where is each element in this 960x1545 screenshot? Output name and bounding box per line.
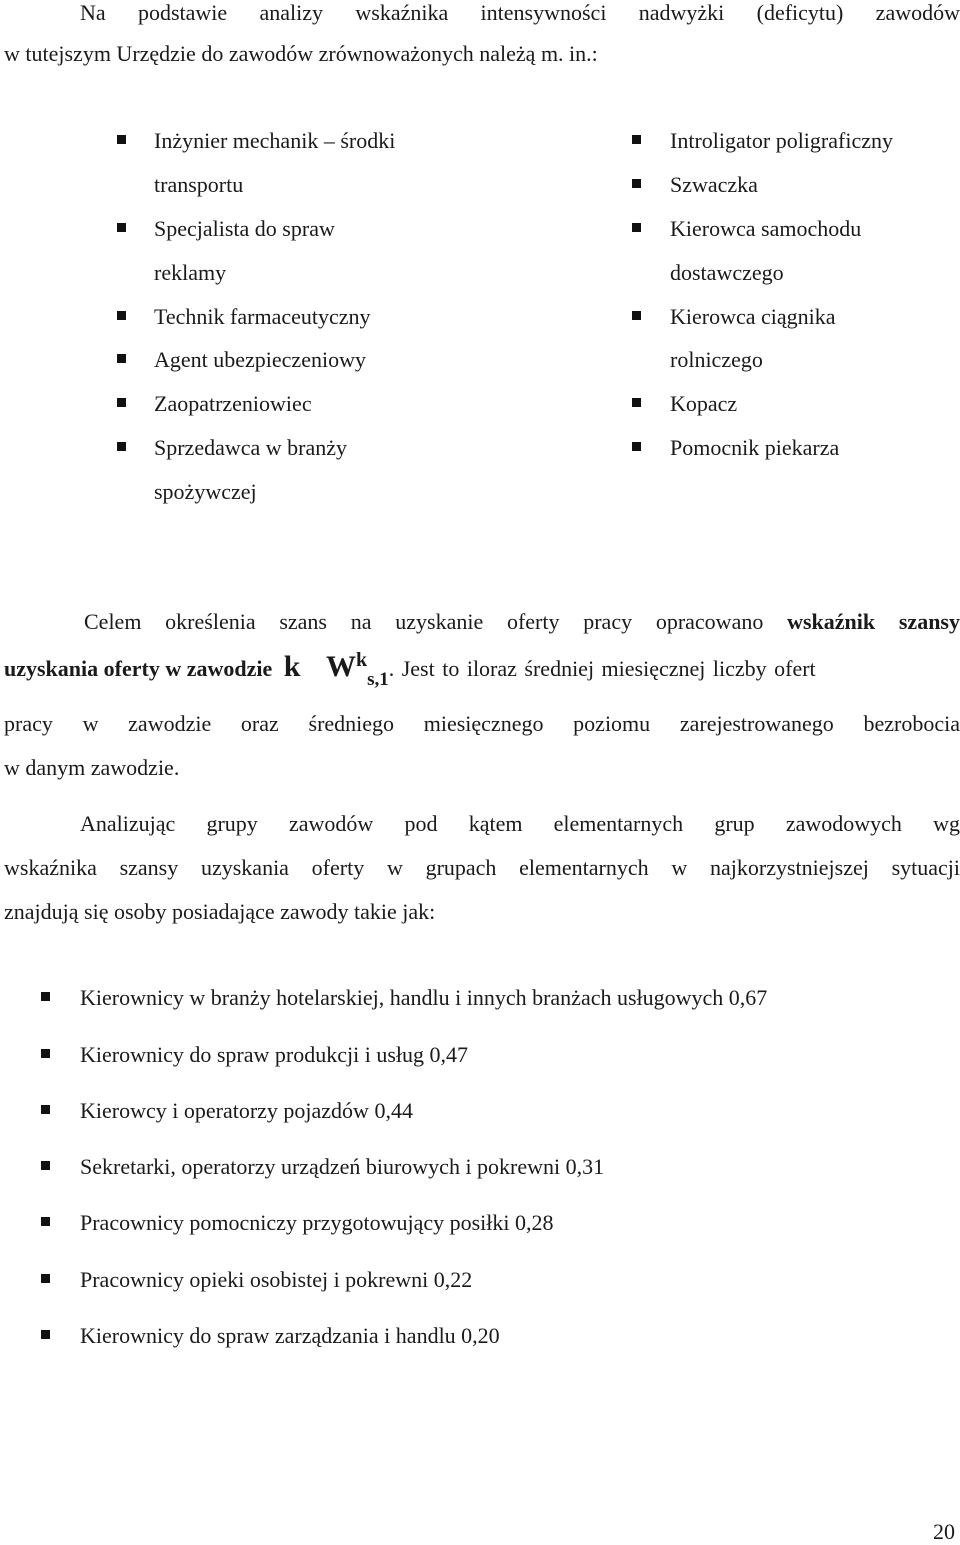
para2-text-cont: . Jest to iloraz średniej miesięcznej liczby ofert	[388, 656, 816, 681]
para3-line-1: Analizując grupy zawodów pod kątem elementarnych grup zawodowych wg	[80, 811, 960, 836]
list-item: Kopacz	[670, 391, 738, 416]
bullet-icon	[632, 398, 641, 407]
bullet-icon	[117, 398, 126, 407]
list-item: Szwaczka	[670, 172, 758, 197]
bullet-icon	[117, 311, 126, 320]
para3-line-2: wskaźnika szansy uzyskania oferty w grupach elementarnych w najkorzystniejszej sytuacji	[4, 855, 960, 880]
intro-line-1: Na podstawie analizy wskaźnika intensywności nadwyżki (deficytu) zawodów	[80, 0, 960, 25]
bullet-icon	[632, 442, 641, 451]
page-number: 20	[933, 1519, 955, 1544]
para2-text: Celem określenia szans na uzyskanie oferty pracy opracowano	[84, 609, 764, 634]
list-item: Kierowca ciągnika	[670, 304, 836, 329]
para2-line-4: w danym zawodzie.	[4, 755, 180, 780]
list-item-continuation: reklamy	[154, 260, 227, 285]
formula-k: k	[283, 650, 301, 683]
bullet-icon	[632, 223, 641, 232]
formula-W: W	[325, 650, 356, 683]
list-item: Pomocnik piekarza	[670, 435, 840, 460]
bullet-icon	[632, 135, 641, 144]
para2-line-3: pracy w zawodzie oraz średniego miesięcznego poziomu zarejestrowanego bezrobocia	[4, 711, 960, 736]
bullet-icon	[41, 1330, 50, 1339]
bullet-icon	[117, 442, 126, 451]
list-item: Kierowca samochodu	[670, 216, 862, 241]
list-item: Introligator poligraficzny	[670, 128, 893, 153]
list-item: Pracownicy opieki osobistej i pokrewni 0,22	[80, 1267, 473, 1292]
bullet-icon	[632, 311, 641, 320]
formula	[283, 648, 389, 691]
para2-line-2	[4, 648, 960, 691]
bullet-icon	[41, 1049, 50, 1058]
formula-sub: s,1	[367, 669, 389, 691]
list-item: Technik farmaceutyczny	[154, 304, 371, 329]
para2-line-1	[84, 609, 960, 635]
list-item: Inżynier mechanik – środki	[154, 128, 396, 153]
para3-line-3: znajdują się osoby posiadające zawody takie jak:	[4, 899, 436, 924]
list-item: Specjalista do spraw	[154, 216, 335, 241]
list-item: Sekretarki, operatorzy urządzeń biurowych i pokrewni 0,31	[80, 1154, 605, 1179]
list-item: Pracownicy pomocniczy przygotowujący posiłki 0,28	[80, 1210, 554, 1235]
bullet-icon	[632, 179, 641, 188]
list-item-continuation: dostawczego	[670, 260, 784, 285]
list-item: Agent ubezpieczeniowy	[154, 347, 366, 372]
bullet-icon	[117, 223, 126, 232]
list-item: Kierownicy do spraw zarządzania i handlu 0,20	[80, 1323, 500, 1348]
para2-bold-term: wskaźnik szansy	[787, 609, 960, 634]
bullet-icon	[41, 1161, 50, 1170]
intro-line-2: w tutejszym Urzędzie do zawodów zrównoważonych należą m. in.:	[4, 41, 598, 66]
bullet-icon	[41, 992, 50, 1001]
bullet-icon	[41, 1274, 50, 1283]
list-item-continuation: transportu	[154, 172, 244, 197]
list-item: Kierownicy w branży hotelarskiej, handlu i innych branżach usługowych 0,67	[80, 985, 768, 1010]
list-item-continuation: rolniczego	[670, 347, 763, 372]
bullet-icon	[41, 1105, 50, 1114]
bullet-icon	[117, 354, 126, 363]
para2-bold-term-cont: uzyskania oferty w zawodzie	[4, 656, 273, 681]
list-item: Sprzedawca w branży	[154, 435, 348, 460]
list-item-continuation: spożywczej	[154, 479, 257, 504]
bullet-icon	[41, 1217, 50, 1226]
list-item: Kierownicy do spraw produkcji i usług 0,47	[80, 1042, 468, 1067]
list-item: Kierowcy i operatorzy pojazdów 0,44	[80, 1098, 413, 1123]
list-item: Zaopatrzeniowiec	[154, 391, 312, 416]
bullet-icon	[117, 135, 126, 144]
formula-sup: k	[355, 648, 368, 671]
